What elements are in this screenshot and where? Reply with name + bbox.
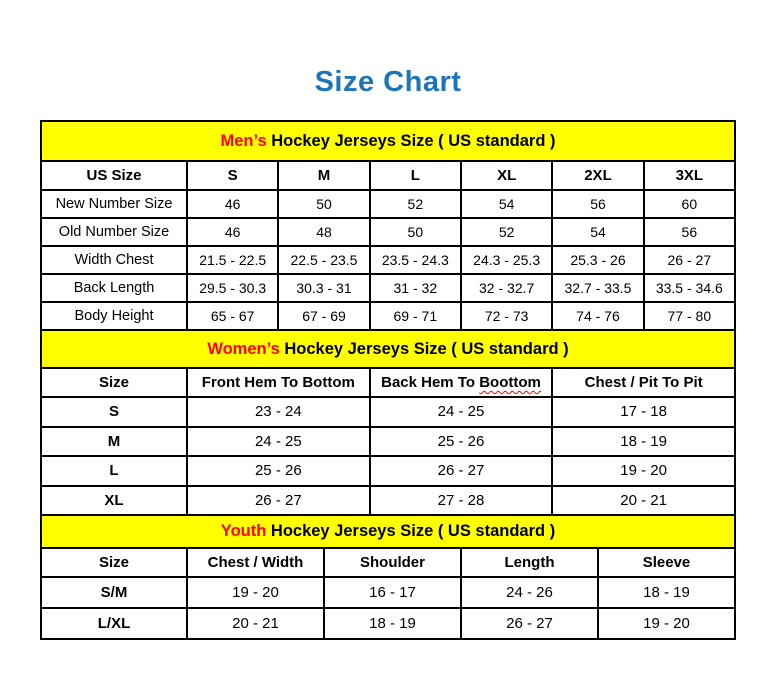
cell: 74 - 76: [552, 302, 643, 330]
column-header: Size: [41, 548, 187, 577]
mens-banner-highlight: Men’s: [220, 131, 267, 150]
cell: 77 - 80: [644, 302, 735, 330]
cell: 60: [644, 190, 735, 218]
cell: 67 - 69: [278, 302, 369, 330]
row-label: Body Height: [41, 302, 187, 330]
column-header: Chest / Pit To Pit: [552, 368, 735, 397]
cell: 18 - 19: [552, 427, 735, 457]
cell: 24 - 25: [187, 427, 370, 457]
table-row: [41, 302, 735, 330]
womens-banner-rest: Hockey Jerseys Size ( US standard ): [279, 339, 569, 358]
column-header: S: [187, 161, 278, 190]
cell: 20 - 21: [187, 608, 324, 639]
cell: 56: [552, 190, 643, 218]
cell: 65 - 67: [187, 302, 278, 330]
cell: 19 - 20: [552, 456, 735, 486]
cell: 32 - 32.7: [461, 274, 552, 302]
cell: 54: [461, 190, 552, 218]
row-label: M: [41, 427, 187, 457]
cell: 24 - 25: [370, 397, 553, 427]
cell: 18 - 19: [324, 608, 461, 639]
cell: 26 - 27: [644, 246, 735, 274]
table-row: [41, 246, 735, 274]
cell: 24 - 26: [461, 577, 598, 608]
row-label: Back Length: [41, 274, 187, 302]
cell: 20 - 21: [552, 486, 735, 516]
row-label: S: [41, 397, 187, 427]
column-header-misspelled: [370, 368, 553, 397]
youth-banner-rest: Hockey Jerseys Size ( US standard ): [266, 522, 556, 540]
mens-banner-row: [41, 121, 735, 161]
cell: 56: [644, 218, 735, 246]
column-header: Chest / Width: [187, 548, 324, 577]
cell: 25 - 26: [370, 427, 553, 457]
womens-header-row: [41, 368, 735, 397]
table-row: [41, 427, 735, 457]
table-row: [41, 456, 735, 486]
column-header: Length: [461, 548, 598, 577]
cell: 17 - 18: [552, 397, 735, 427]
cell: 25.3 - 26: [552, 246, 643, 274]
row-label: L: [41, 456, 187, 486]
page-title: Size Chart: [314, 66, 462, 98]
spellcheck-squiggle-word: Boottom: [479, 374, 541, 391]
table-row: [41, 218, 735, 246]
cell: 29.5 - 30.3: [187, 274, 278, 302]
cell: 27 - 28: [370, 486, 553, 516]
cell: 24.3 - 25.3: [461, 246, 552, 274]
mens-banner-rest: Hockey Jerseys Size ( US standard ): [266, 131, 556, 150]
cell: 30.3 - 31: [278, 274, 369, 302]
row-label: L/XL: [41, 608, 187, 639]
table-row: [41, 486, 735, 516]
mens-size-table: [40, 120, 736, 331]
table-row: [41, 274, 735, 302]
table-row: [41, 190, 735, 218]
cell: 69 - 71: [370, 302, 461, 330]
youth-size-table: [40, 514, 736, 640]
cell: 46: [187, 190, 278, 218]
cell: 72 - 73: [461, 302, 552, 330]
column-header: US Size: [41, 161, 187, 190]
cell: 26 - 27: [187, 486, 370, 516]
column-header: XL: [461, 161, 552, 190]
womens-banner-highlight: Women’s: [207, 339, 280, 358]
cell: 26 - 27: [461, 608, 598, 639]
cell: 50: [370, 218, 461, 246]
youth-banner-row: [41, 515, 735, 548]
cell: 26 - 27: [370, 456, 553, 486]
youth-banner-highlight: Youth: [220, 522, 267, 540]
cell: 22.5 - 23.5: [278, 246, 369, 274]
cell: 25 - 26: [187, 456, 370, 486]
column-header: Shoulder: [324, 548, 461, 577]
cell: 23 - 24: [187, 397, 370, 427]
column-header: Front Hem To Bottom: [187, 368, 370, 397]
row-label: Old Number Size: [41, 218, 187, 246]
womens-size-table: [40, 329, 736, 516]
womens-banner-row: [41, 330, 735, 368]
cell: 19 - 20: [598, 608, 735, 639]
cell: 50: [278, 190, 369, 218]
column-header: 3XL: [644, 161, 735, 190]
cell: 46: [187, 218, 278, 246]
column-header: L: [370, 161, 461, 190]
cell: 19 - 20: [187, 577, 324, 608]
cell: 32.7 - 33.5: [552, 274, 643, 302]
youth-banner: [41, 515, 735, 548]
mens-header-row: [41, 161, 735, 190]
cell: 23.5 - 24.3: [370, 246, 461, 274]
column-header: Size: [41, 368, 187, 397]
header-text: Back Hem To: [381, 374, 480, 391]
cell: 54: [552, 218, 643, 246]
row-label: S/M: [41, 577, 187, 608]
cell: 16 - 17: [324, 577, 461, 608]
cell: 18 - 19: [598, 577, 735, 608]
column-header: Sleeve: [598, 548, 735, 577]
mens-banner: [41, 121, 735, 161]
size-chart: [40, 120, 736, 640]
cell: 31 - 32: [370, 274, 461, 302]
cell: 21.5 - 22.5: [187, 246, 278, 274]
row-label: New Number Size: [41, 190, 187, 218]
column-header: 2XL: [552, 161, 643, 190]
cell: 33.5 - 34.6: [644, 274, 735, 302]
row-label: XL: [41, 486, 187, 516]
table-row: [41, 608, 735, 639]
cell: 48: [278, 218, 369, 246]
womens-banner: [41, 330, 735, 368]
table-row: [41, 577, 735, 608]
column-header: M: [278, 161, 369, 190]
row-label: Width Chest: [41, 246, 187, 274]
cell: 52: [461, 218, 552, 246]
cell: 52: [370, 190, 461, 218]
youth-header-row: [41, 548, 735, 577]
table-row: [41, 397, 735, 427]
